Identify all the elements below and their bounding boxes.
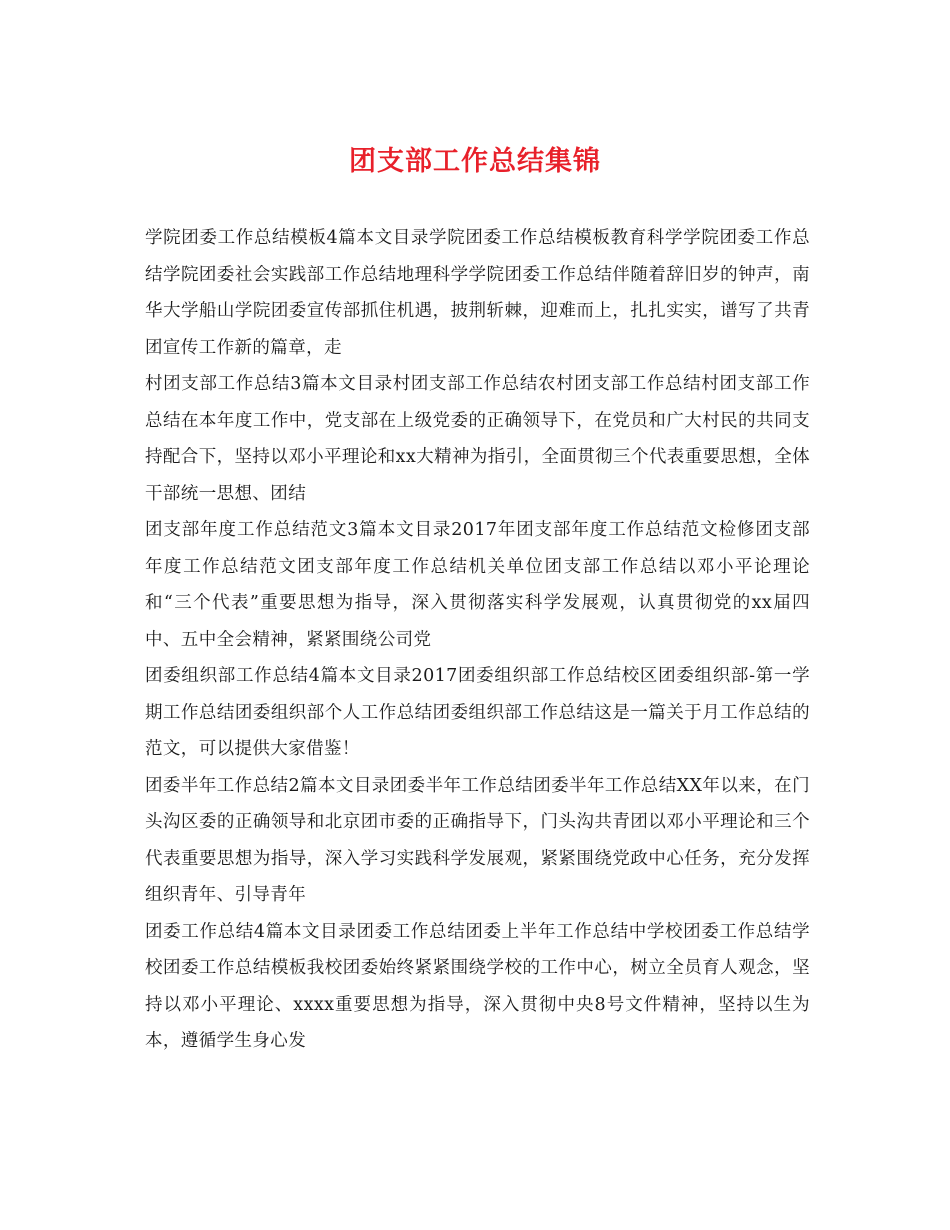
paragraph-3: 团支部年度工作总结范文3篇本文目录2017年团支部年度工作总结范文检修团支部年度工作总结范文团支部年度工作总结机关单位团支部工作总结以邓小平论理论和“三个代表”重要思想为指导，深入贯彻落实科学发展观，认真贯彻党的xx届四中、五中全会精神，紧紧围绕公司党 (145, 520, 810, 650)
paragraph-5: 团委半年工作总结2篇本文目录团委半年工作总结团委半年工作总结XX年以来，在门头沟区委的正确领导和北京团市委的正确指导下，门头沟共青团以邓小平理论和三个代表重要思想为指导，深入学习实践科学发展观，紧紧围绕党政中心任务，充分发挥组织青年、引导青年 (145, 775, 810, 905)
document-body (145, 220, 810, 1060)
paragraph-1: 学院团委工作总结模板4篇本文目录学院团委工作总结模板教育科学学院团委工作总结学院团委社会实践部工作总结地理科学学院团委工作总结伴随着辞旧岁的钟声，南华大学船山学院团委宣传部抓住机遇，披荆斩棘，迎难而上，扎扎实实，谱写了共青团宣传工作新的篇章，走 (145, 228, 810, 358)
document-title: 团支部工作总结集锦 (349, 146, 601, 177)
paragraph-2: 村团支部工作总结3篇本文目录村团支部工作总结农村团支部工作总结村团支部工作总结在本年度工作中，党支部在上级党委的正确领导下，在党员和广大村民的共同支持配合下，坚持以邓小平理论和xx大精神为指引，全面贯彻三个代表重要思想，全体干部统一思想、团结 (145, 374, 810, 504)
paragraph-4: 团委组织部工作总结4篇本文目录2017团委组织部工作总结校区团委组织部-第一学期工作总结团委组织部个人工作总结团委组织部工作总结这是一篇关于月工作总结的范文，可以提供大家借鉴！ (145, 666, 810, 759)
paragraph-6: 团委工作总结4篇本文目录团委工作总结团委上半年工作总结中学校团委工作总结学校团委工作总结模板我校团委始终紧紧围绕学校的工作中心，树立全员育人观念，坚持以邓小平理论、xxxx重要思想为指导，深入贯彻中央8号文件精神，坚持以生为本，遵循学生身心发 (145, 921, 810, 1051)
